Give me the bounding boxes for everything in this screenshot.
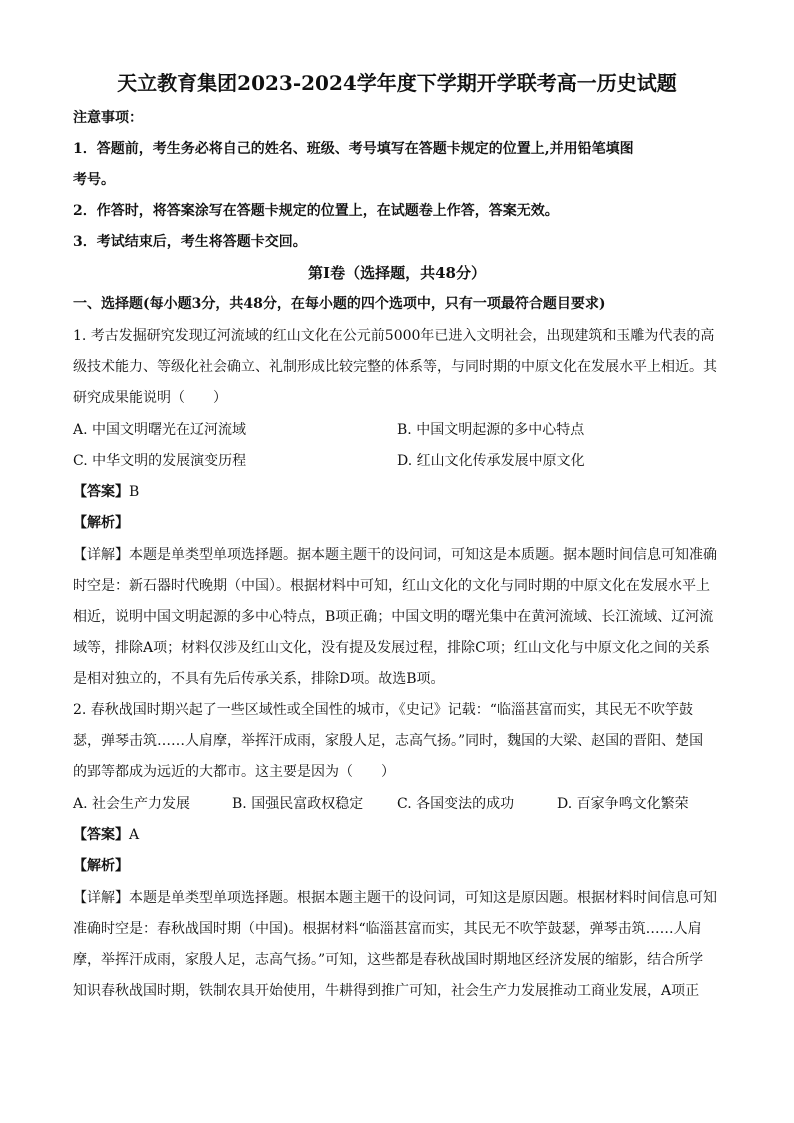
section-title: 第Ⅰ卷（选择题，共48分） (308, 264, 486, 282)
q2-analysis-label: 【解析】 (73, 858, 129, 874)
q2-answer-label: 【答案】 (73, 827, 129, 843)
q2-detail-line-4: 知识春秋战国时期，铁制农具开始使用，牛耕得到推广可知，社会生产力发展推动工商业发展，A项正 (73, 983, 700, 999)
notice-heading: 注意事项： (73, 110, 143, 126)
q2-option-d: D. 百家争鸣文化繁荣 (557, 796, 689, 812)
q1-answer-label: 【答案】 (73, 484, 129, 500)
notice-item-3: 3．考试结束后，考生将答题卡交回。 (73, 234, 307, 250)
q1-stem-line-2: 级技术能力、等级化社会确立、礼制形成比较完整的体系等，与同时期的中原文化在发展水平上相近。其 (73, 359, 717, 375)
q1-answer (73, 482, 139, 502)
notice-item-2: 2．作答时，将答案涂写在答题卡规定的位置上，在试题卷上作答，答案无效。 (73, 203, 559, 219)
q1-detail-line-2: 时空是：新石器时代晚期（中国）。根据材料中可知，红山文化的文化与同时期的中原文化在发展水平上 (73, 578, 710, 594)
q1-option-c: C. 中华文明的发展演变历程 (73, 453, 247, 469)
q2-detail-line-3: 摩，举挥汗成雨，家殷人足，志高气扬。”可知，这些都是春秋战国时期地区经济发展的缩影，结合所学 (73, 952, 704, 968)
q2-stem-line-3: 的郢等都成为远近的大都市。这主要是因为（ ） (73, 764, 395, 780)
notice-item-1-line-2: 考号。 (73, 172, 115, 188)
q2-answer-value: A (129, 827, 140, 843)
q2-answer (73, 825, 139, 845)
q2-detail-line-1: 【详解】本题是单类型单项选择题。根据本题主题干的设问词，可知这是原因题。根据材料时间信息可知 (73, 890, 717, 906)
part-heading: 一、选择题(每小题3分，共48分，在每小题的四个选项中，只有一项最符合题目要求) (73, 296, 606, 312)
q1-stem-line-1: 1. 考古发掘研究发现辽河流域的红山文化在公元前5000年已进入文明社会，出现建筑和玉雕为代表的高 (73, 328, 715, 344)
q1-analysis-label: 【解析】 (73, 515, 129, 531)
page-title: 天立教育集团2023-2024学年度下学期开学联考高一历史试题 (117, 71, 677, 95)
q2-detail-line-2: 准确时空是：春秋战国时期（中国)。根据材料“临淄甚富而实，其民无不吹竽鼓瑟，弹琴击筑……人肩 (73, 921, 702, 937)
q1-option-d: D. 红山文化传承发展中原文化 (397, 453, 585, 469)
q2-option-a: A. 社会生产力发展 (73, 796, 191, 812)
q2-option-c: C. 各国变法的成功 (397, 796, 515, 812)
q2-option-b: B. 国强民富政权稳定 (232, 796, 364, 812)
q1-detail-line-1: 【详解】本题是单类型单项选择题。据本题主题干的设问词，可知这是本质题。据本题时间信息可知准确 (73, 547, 717, 563)
q1-stem-line-3: 研究成果能说明（ ） (73, 390, 227, 406)
notice-item-1-line-1: 1．答题前，考生务必将自己的姓名、班级、考号填写在答题卡规定的位置上,并用铅笔填图 (73, 141, 634, 157)
q1-detail-line-3: 相近，说明中国文明起源的多中心特点，B项正确；中国文明的曙光集中在黄河流域、长江流域、辽河流 (73, 609, 714, 625)
q1-detail-line-4: 域等，排除A项；材料仅涉及红山文化，没有提及发展过程，排除C项；红山文化与中原文化之间的关系 (73, 640, 710, 656)
q1-option-b: B. 中国文明起源的多中心特点 (397, 422, 585, 438)
q1-option-a: A. 中国文明曙光在辽河流域 (73, 422, 247, 438)
q2-stem-line-2: 瑟，弹琴击筑……人肩摩，举挥汗成雨，家殷人足，志高气扬。”同时，魏国的大梁、赵国的晋阳、楚国 (73, 733, 704, 749)
q2-stem-line-1: 2. 春秋战国时期兴起了一些区域性或全国性的城市，《史记》记载：“临淄甚富而实，其民无不吹竽鼓 (73, 702, 693, 718)
q1-detail-line-5: 是相对独立的，不具有先后传承关系，排除D项。故选B项。 (73, 671, 445, 687)
q1-answer-value: B (129, 484, 140, 500)
